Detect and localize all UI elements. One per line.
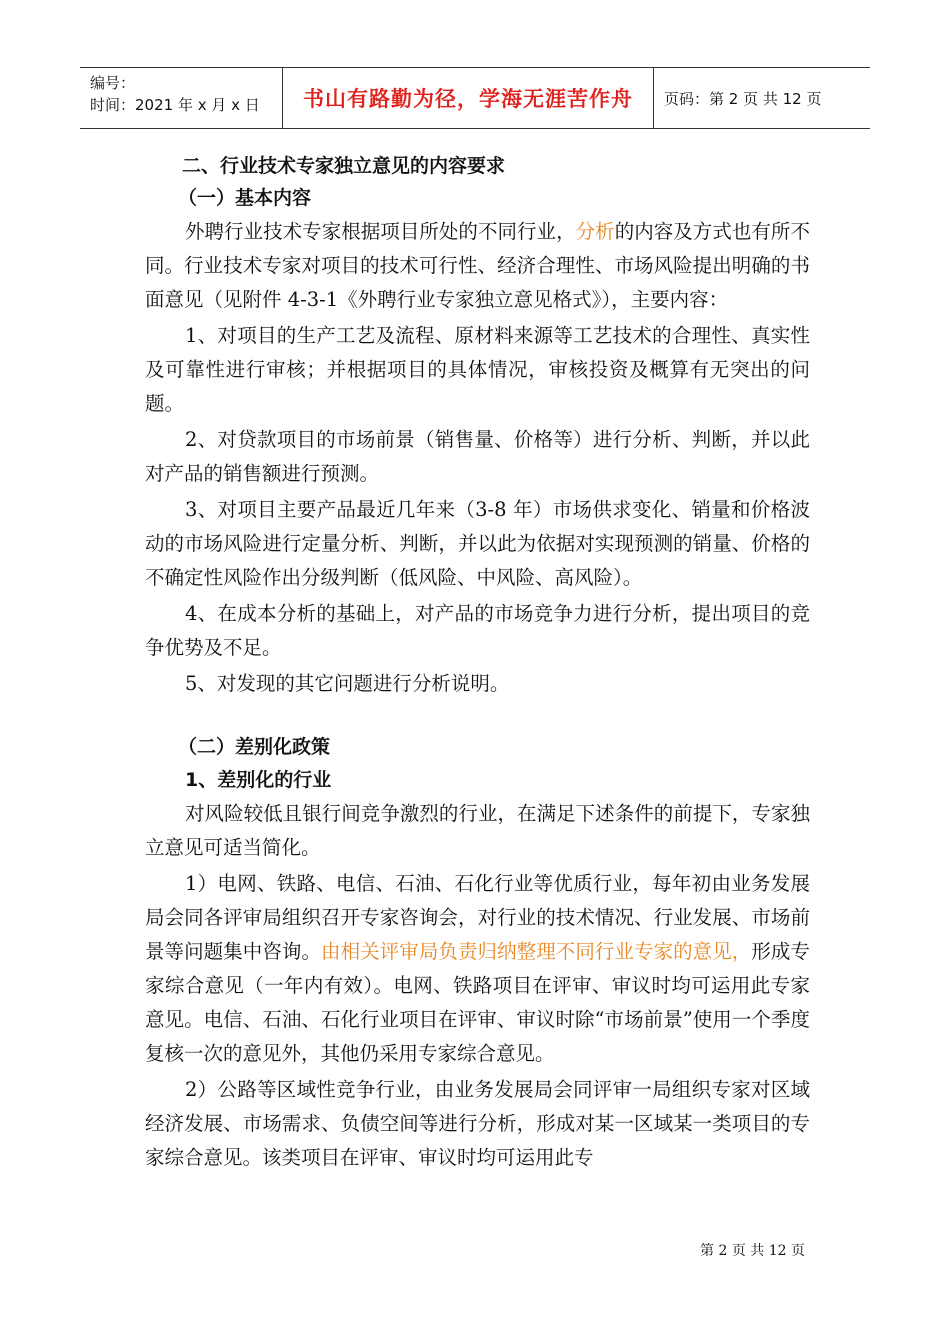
subsection-policy-title: （二）差别化政策 — [178, 736, 331, 758]
content-item-4: 4、在成本分析的基础上，对产品的市场竞争力进行分析，提出项目的竞争优势及不足。 — [145, 602, 810, 659]
document-body — [145, 150, 810, 1175]
content-item-2: 2、对贷款项目的市场前景（销售量、价格等）进行分析、判断，并以此对产品的销售额进行预测。 — [145, 428, 810, 485]
diff-intro-paragraph: 对风险较低且银行间竞争激烈的行业，在满足下述条件的前提下，专家独立意见可适当简化。 — [145, 802, 810, 859]
content-item-3: 3、对项目主要产品最近几年来（3-8 年）市场供求变化、销量和价格波动的市场风险进行定量分析、判断，并以此为依据对实现预测的销量、价格的不确定性风险作出分级判断（低风险、中风险、高风险）。 — [145, 498, 810, 589]
intro-text-b: 的内容及方式也有所不同。行业技术专家对项目的技术可行性、经济合理性、市场风险提出明确的书面意见（见附件 4-3-1《外聘行业专家独立意见格式》），主要内容： — [145, 220, 810, 311]
highlight-text: 由相关评审局负责归纳整理不同行业专家的意见， — [321, 940, 752, 963]
analysis-link[interactable]: 分析 — [575, 220, 615, 243]
policy-paragraph-1 — [145, 867, 810, 1071]
subsection-industry-title: 1、差别化的行业 — [185, 769, 332, 791]
content-item-5: 5、对发现的其它问题进行分析说明。 — [185, 672, 510, 695]
header-page-info: 页码：第 2 页 共 12 页 — [664, 89, 822, 108]
section-gap — [145, 701, 810, 731]
doc-time-label: 时间：2021 年 x 月 x 日 — [90, 96, 260, 114]
page-header — [80, 67, 870, 129]
section-title: 二、行业技术专家独立意见的内容要求 — [182, 155, 506, 177]
intro-paragraph — [145, 215, 810, 317]
doc-number-label: 编号： — [90, 74, 136, 92]
page-footer: 第 2 页 共 12 页 — [700, 1243, 805, 1259]
policy-paragraph-2: 2）公路等区域性竞争行业，由业务发展局会同评审一局组织专家对区域经济发展、市场需求、负债空间等进行分析，形成对某一区域某一类项目的专家综合意见。该类项目在评审、审议时均可运用此专 — [145, 1078, 810, 1169]
content-item-1: 1、对项目的生产工艺及流程、原材料来源等工艺技术的合理性、真实性及可靠性进行审核；并根据项目的具体情况，审核投资及概算有无突出的问题。 — [145, 324, 810, 415]
subsection-basic-title: （一）基本内容 — [178, 187, 312, 209]
header-meta — [80, 68, 282, 128]
intro-text-a: 外聘行业技术专家根据项目所处的不同行业， — [185, 220, 576, 243]
policy-text-a: 1）电网、铁路、电信、石油、石化行业等优质行业，每年初由业务发展局会同各评审局组织召开专家咨询会，对行业的技术情况、行业发展、市场前景等问题集中咨询。 — [145, 872, 810, 963]
header-motto: 书山有路勤为径，学海无涯苦作舟 — [282, 68, 654, 128]
policy-text-b: 形成专家综合意见（一年内有效）。电网、铁路项目在评审、审议时均可运用此专家意见。电信、石油、石化行业项目在评审、审议时除“市场前景”使用一个季度复核一次的意见外，其他仍采用专家综合意见。 — [145, 940, 810, 1065]
